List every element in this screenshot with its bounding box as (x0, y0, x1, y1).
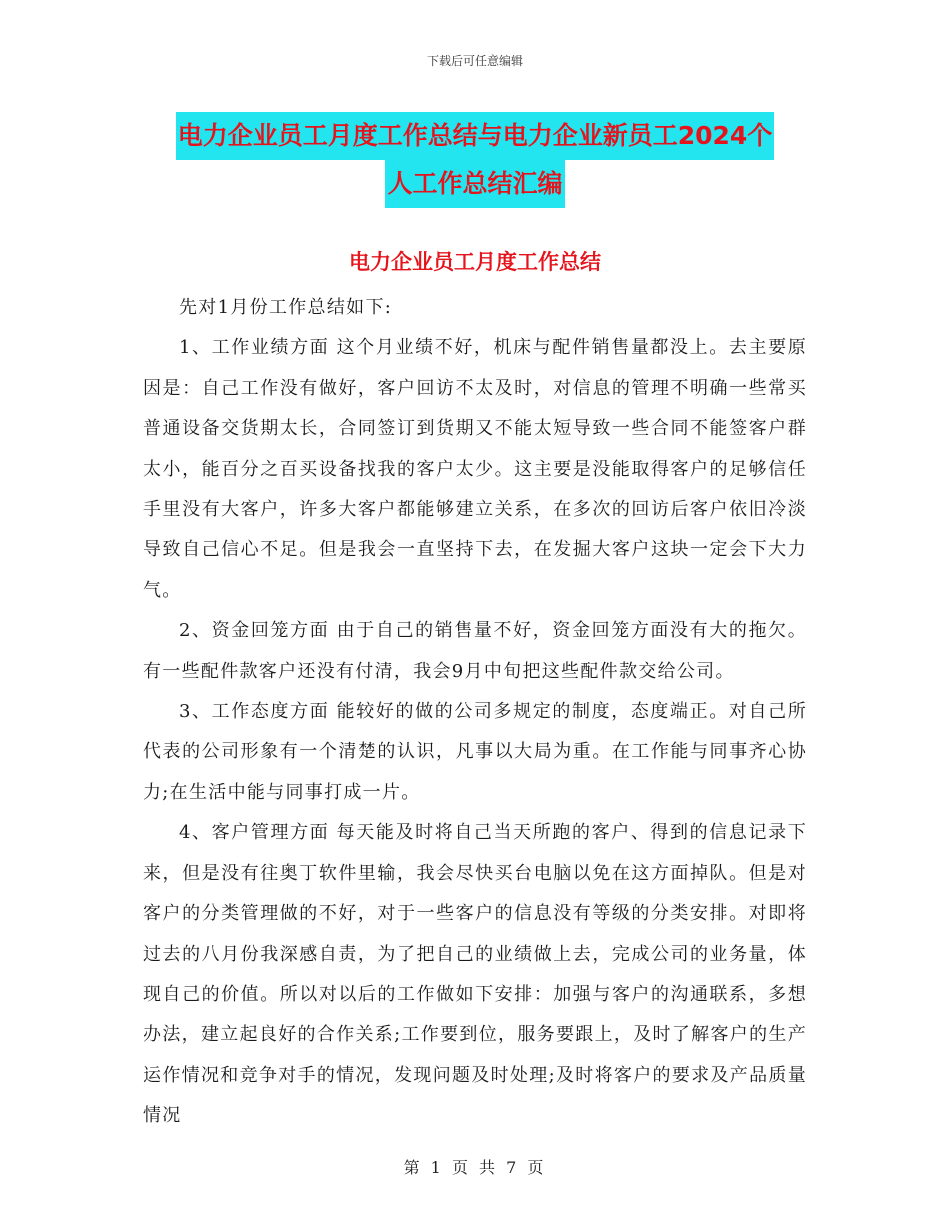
document-title-line-2: 人工作总结汇编 (385, 160, 564, 208)
section-title: 电力企业员工月度工作总结 (349, 250, 601, 274)
paragraph-funds: 2、资金回笼方面 由于自己的销售量不好，资金回笼方面没有大的拖欠。有一些配件款客户还没有付清，我会9月中旬把这些配件款交给公司。 (143, 620, 807, 682)
document-body (143, 288, 807, 1137)
paragraph-intro: 先对1月份工作总结如下: (179, 297, 393, 318)
header-note: 下载后可任意编辑 (426, 54, 523, 68)
document-title (140, 112, 810, 208)
document-title-line-1: 电力企业员工月度工作总结与电力企业新员工2024个 (176, 112, 775, 160)
paragraph-performance: 1、工作业绩方面 这个月业绩不好，机床与配件销售量都没上。去主要原因是：自己工作没有做好，客户回访不太及时，对信息的管理不明确一些常买普通设备交货期太长，合同签订到货期又不能太短导致一些合同不能签客户群太小，能百分之百买设备找我的客户太少。这主要是没能取得客户的足够信任手里没有大客户，许多大客户都能够建立关系，在多次的回访后客户依旧冷淡导致自己信心不足。但是我会一直坚持下去，在发掘大客户这块一定会下大力气。 (143, 337, 807, 601)
page-number: 第 1 页 共 7 页 (403, 1158, 547, 1177)
paragraph-attitude: 3、工作态度方面 能较好的做的公司多规定的制度，态度端正。对自己所代表的公司形象有一个清楚的认识，凡事以大局为重。在工作能与同事齐心协力;在生活中能与同事打成一片。 (143, 701, 807, 803)
paragraph-customer-management: 4、客户管理方面 每天能及时将自己当天所跑的客户、得到的信息记录下来，但是没有往奥丁软件里输，我会尽快买台电脑以免在这方面掉队。但是对客户的分类管理做的不好，对于一些客户的信息没有等级的分类安排。对即将过去的八月份我深感自责，为了把自己的业绩做上去，完成公司的业务量，体现自己的价值。所以对以后的工作做如下安排：加强与客户的沟通联系，多想办法，建立起良好的合作关系;工作要到位，服务要跟上，及时了解客户的生产运作情况和竞争对手的情况，发现问题及时处理;及时将客户的要求及产品质量情况 (143, 822, 807, 1127)
